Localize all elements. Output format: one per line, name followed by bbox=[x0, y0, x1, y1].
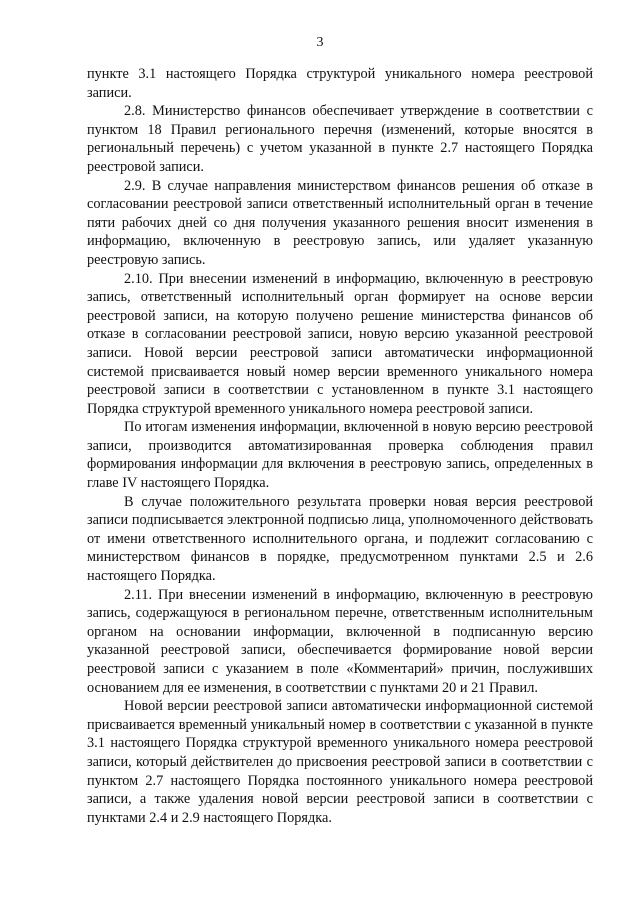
document-body bbox=[87, 65, 593, 827]
page-number: 3 bbox=[316, 35, 324, 50]
paragraph-2-10-signing: В случае положительного результата проверки новая версия реестровой записи подписывается электронной подписью лица, уполномоченного действовать от имени ответственного исполнительного органа, и подлежит согласованию с министерством финансов в порядке, предусмотренном пунктами 2.5 и 2.6 настоящего Порядка. bbox=[87, 493, 593, 585]
paragraph-2-10-check: По итогам изменения информации, включенной в новую версию реестровой записи, производится автоматизированная проверка соблюдения правил формирования информации для включения в реестровую запись, определенных в главе IV настоящего Порядка. bbox=[87, 419, 593, 492]
paragraph-2-9: 2.9. В случае направления министерством финансов решения об отказе в согласовании реестровой записи ответственный исполнительный орган в течение пяти рабочих дней со дня получения указанного решения вносит изменения в информацию, включенную в реестровую запись, или удаляет указанную реестровую запись. bbox=[87, 177, 593, 268]
paragraph-2-10: 2.10. При внесении изменений в информацию, включенную в реестровую запись, ответственный исполнительный орган формирует на основе версии реестровой записи, на которую получено решение министерства финансов об отказе в согласовании реестровой записи, новую версию указанной реестровой записи. Новой версии реестровой записи автоматически информационной системой присваивается новый номер версии временного уникального номера реестровой записи в соответствии с установленном в пункте 3.1 настоящего Порядка структурой временного уникального номера реестровой записи. bbox=[87, 270, 593, 417]
paragraph-2-11-number: Новой версии реестровой записи автоматически информационной системой присваивается временный уникальный номер в соответствии с указанной в пункте 3.1 настоящего Порядка структурой временного уникального номера реестровой записи, который действителен до присвоения реестровой записи в соответствии с пунктом 2.7 настоящего Порядка постоянного уникального номера реестровой записи, а также удаления новой версии реестровой записи в соответствии с пунктами 2.4 и 2.9 настоящего Порядка. bbox=[87, 698, 593, 826]
paragraph-2-8: 2.8. Министерство финансов обеспечивает утверждение в соответствии с пунктом 18 Правил регионального перечня (изменений, которые вносятся в региональный перечень) с учетом указанной в пункте 2.7 настоящего Порядка реестровой записи. bbox=[87, 103, 593, 175]
paragraph-continuation: пункте 3.1 настоящего Порядка структурой уникального номера реестровой записи. bbox=[87, 66, 593, 101]
paragraph-2-11: 2.11. При внесении изменений в информацию, включенную в реестровую запись, содержащуюся в региональном перечне, ответственным исполнительным органом на основании информации, включенной в подписанную версию указанной реестровой записи, обеспечивается формирование новой версии реестровой записи с указанием в поле «Комментарий» причин, послуживших основанием для ее изменения, в соответствии с пунктами 20 и 21 Правил. bbox=[87, 586, 593, 696]
